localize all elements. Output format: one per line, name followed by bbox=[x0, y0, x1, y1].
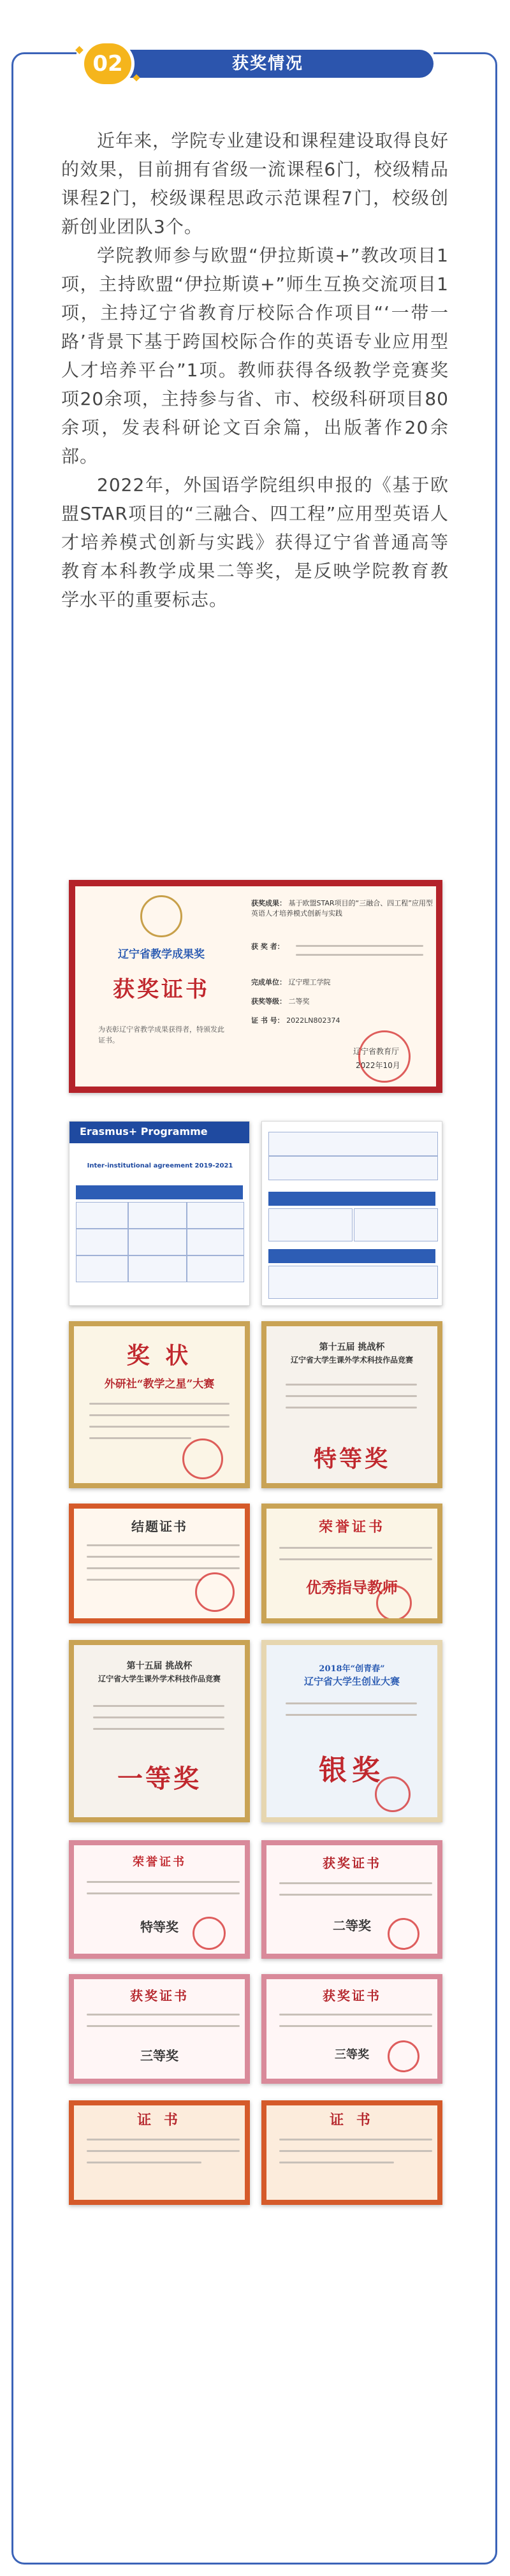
paragraph: 学院教师参与欧盟“伊拉斯谟+”教改项目1项，主持欧盟“伊拉斯谟+”师生互换交流项目1项，主持辽宁省教育厅校际合作项目“‘一带一路’背景下基于跨国校际合作的英语专业应用型人才培养平台”1项。教师获得各级教学竞赛奖项20余项，主持参与省、市、校级科研项目80余项，发表科研论文百余篇，出版著作20余部。 bbox=[61, 245, 449, 467]
teaching-star-award bbox=[69, 1321, 250, 1488]
second-prize-certificate bbox=[261, 1840, 442, 1959]
official-stamp-icon bbox=[388, 1918, 419, 1950]
field-value: 二等奖 bbox=[288, 997, 310, 1006]
table-cell bbox=[76, 1202, 128, 1229]
table-cell bbox=[268, 1266, 438, 1299]
name-line bbox=[296, 945, 423, 947]
section-number-badge bbox=[84, 43, 131, 84]
field-label: 获 奖 者： bbox=[251, 942, 284, 951]
award-level: 特等奖 bbox=[140, 1919, 178, 1935]
field-winner bbox=[251, 941, 284, 951]
table-header-row bbox=[268, 1249, 435, 1263]
certificate-header: 辽宁省教学成果奖 bbox=[118, 948, 205, 961]
table-cell bbox=[268, 1132, 438, 1156]
text-line bbox=[87, 1544, 240, 1546]
section-title-bar bbox=[102, 50, 433, 78]
field-value: 基于欧盟STAR项目的“三融合、四工程”应用型英语人才培养模式创新与实践 bbox=[251, 899, 433, 918]
issue-date: 2022年10月 bbox=[356, 1061, 400, 1070]
sparkle-icon bbox=[75, 46, 84, 54]
text-line bbox=[279, 1882, 432, 1884]
third-prize-certificate bbox=[69, 1974, 250, 2084]
certificate-right-panel bbox=[251, 890, 436, 1083]
erasmus-agreement-page-1 bbox=[69, 1121, 250, 1306]
text-line bbox=[87, 1579, 201, 1581]
field-label: 完成单位： bbox=[251, 978, 286, 986]
certificate-note: 为表彰辽宁省教学成果获得者，特颁发此证书。 bbox=[98, 1025, 224, 1044]
text-line bbox=[87, 2014, 240, 2016]
field-label: 证 书 号： bbox=[251, 1016, 284, 1025]
award-level: 银奖 bbox=[319, 1754, 385, 1787]
table-header-row bbox=[76, 1185, 243, 1199]
excellent-advisor-certificate bbox=[261, 1504, 442, 1623]
certificate-title: 结题证书 bbox=[131, 1519, 187, 1534]
award-level: 二等奖 bbox=[333, 1918, 371, 1933]
text-line bbox=[286, 1384, 417, 1386]
erasmus-band bbox=[69, 1122, 249, 1143]
text-line bbox=[93, 1716, 224, 1718]
table-cell bbox=[76, 1229, 128, 1255]
field-number bbox=[251, 1015, 340, 1025]
section-header bbox=[76, 43, 433, 84]
field-value: 辽宁理工学院 bbox=[288, 978, 331, 986]
text-line bbox=[89, 1414, 229, 1416]
text-line bbox=[279, 2150, 432, 2152]
table-cell bbox=[187, 1255, 244, 1282]
table-cell bbox=[187, 1202, 244, 1229]
certificate-title: 获奖证书 bbox=[113, 977, 210, 1002]
table-cell bbox=[128, 1229, 187, 1255]
text-line bbox=[279, 1558, 432, 1560]
award-subheader: 辽宁省大学生创业大赛 bbox=[303, 1676, 400, 1687]
table-cell bbox=[268, 1208, 353, 1241]
field-value: 2022LN802374 bbox=[286, 1016, 340, 1025]
intro-text bbox=[61, 126, 449, 614]
text-line bbox=[87, 2139, 240, 2141]
text-line bbox=[89, 1426, 229, 1428]
special-prize-certificate bbox=[69, 1840, 250, 1959]
award-subtitle: 外研社“教学之星”大赛 bbox=[104, 1378, 215, 1391]
text-line bbox=[87, 2025, 240, 2027]
table-cell bbox=[76, 1255, 128, 1282]
award-level: 一等奖 bbox=[117, 1764, 201, 1794]
award-subheader: 辽宁省大学生课外学术科技作品竞赛 bbox=[290, 1356, 413, 1365]
erasmus-agreement-page-2 bbox=[261, 1121, 442, 1306]
award-header: 第十五届 挑战杯 bbox=[126, 1661, 193, 1671]
emblem-icon bbox=[140, 895, 182, 937]
field-level bbox=[251, 996, 310, 1006]
paragraph: 近年来，学院专业建设和课程建设取得良好的效果，目前拥有省级一流课程6门，校级精品课程2门，校级课程思政示范课程7门，校级创新创业团队3个。 bbox=[61, 130, 449, 237]
certificate-left-panel bbox=[79, 890, 244, 1083]
text-line bbox=[89, 1403, 229, 1405]
challenge-cup-special-award bbox=[261, 1321, 442, 1488]
certificate-title: 证 书 bbox=[137, 2112, 182, 2128]
text-line bbox=[87, 1567, 240, 1569]
text-line bbox=[93, 1728, 224, 1730]
award-header: 2018年“创青春” bbox=[319, 1664, 385, 1674]
table-cell bbox=[268, 1156, 438, 1180]
table-cell bbox=[187, 1229, 244, 1255]
award-level: 三等奖 bbox=[335, 2048, 369, 2061]
text-line bbox=[279, 2025, 432, 2027]
project-completion-certificate bbox=[69, 1504, 250, 1623]
certificate-title: 荣誉证书 bbox=[133, 1855, 186, 1869]
field-result bbox=[251, 898, 436, 918]
table-cell bbox=[128, 1255, 187, 1282]
text-line bbox=[286, 1702, 417, 1704]
official-stamp-icon bbox=[195, 1572, 235, 1612]
award-level: 优秀指导教师 bbox=[306, 1578, 398, 1597]
award-subheader: 辽宁省大学生课外学术科技作品竞赛 bbox=[98, 1674, 221, 1683]
text-line bbox=[87, 1556, 240, 1558]
text-line bbox=[87, 2162, 201, 2163]
award-certificate bbox=[69, 2100, 250, 2205]
official-stamp-icon bbox=[375, 1776, 411, 1812]
challenge-cup-first-prize bbox=[69, 1640, 250, 1822]
text-line bbox=[87, 2150, 240, 2152]
official-stamp-icon bbox=[388, 2040, 419, 2072]
field-label: 获奖等级： bbox=[251, 997, 286, 1006]
award-level: 特等奖 bbox=[313, 1445, 390, 1472]
text-line bbox=[279, 1894, 432, 1896]
section-title: 获奖情况 bbox=[231, 54, 303, 73]
field-unit bbox=[251, 977, 331, 987]
text-line bbox=[286, 1714, 417, 1716]
erasmus-title: Erasmus+ Programme bbox=[80, 1125, 208, 1138]
certificate-title: 证 书 bbox=[330, 2112, 374, 2128]
award-title: 奖 状 bbox=[126, 1342, 193, 1369]
section-number: 02 bbox=[92, 51, 123, 77]
text-line bbox=[93, 1705, 224, 1707]
award-certificate bbox=[261, 2100, 442, 2205]
text-line bbox=[286, 1407, 417, 1409]
text-line bbox=[279, 1547, 432, 1549]
award-level: 三等奖 bbox=[140, 2048, 178, 2063]
certificate-title: 获奖证书 bbox=[323, 1988, 381, 2003]
official-stamp-icon bbox=[358, 1030, 411, 1083]
text-line bbox=[279, 2162, 394, 2163]
name-line bbox=[296, 954, 423, 956]
official-stamp-icon bbox=[182, 1438, 223, 1479]
certificate-title: 荣誉证书 bbox=[318, 1519, 385, 1535]
table-cell bbox=[128, 1202, 187, 1229]
certificate-title: 获奖证书 bbox=[323, 1855, 381, 1871]
paragraph: 2022年，外国语学院组织申报的《基于欧盟STAR项目的“三融合、四工程”应用型英语人才培养模式创新与实践》获得辽宁省普通高等教育本科教学成果二等奖，是反映学院教育教学水平的重要标志。 bbox=[61, 474, 449, 610]
certificate-title: 获奖证书 bbox=[130, 1988, 189, 2003]
erasmus-subtitle: Inter-institutional agreement 2019-2021 bbox=[87, 1162, 233, 1169]
text-line bbox=[89, 1437, 191, 1439]
text-line bbox=[286, 1395, 417, 1397]
issuer: 辽宁省教育厅 bbox=[353, 1047, 400, 1056]
field-label: 获奖成果： bbox=[251, 899, 286, 907]
table-cell bbox=[354, 1208, 438, 1241]
third-prize-certificate bbox=[261, 1974, 442, 2084]
text-line bbox=[279, 2139, 432, 2141]
text-line bbox=[279, 2014, 432, 2016]
innovation-contest-silver-award bbox=[261, 1640, 442, 1822]
official-stamp-icon bbox=[376, 1585, 412, 1621]
text-line bbox=[87, 1892, 240, 1894]
table-header-row bbox=[268, 1192, 435, 1206]
teaching-achievement-certificate bbox=[69, 880, 442, 1093]
award-header: 第十五届 挑战杯 bbox=[319, 1342, 385, 1352]
official-stamp-icon bbox=[193, 1917, 226, 1950]
text-line bbox=[87, 1881, 240, 1883]
